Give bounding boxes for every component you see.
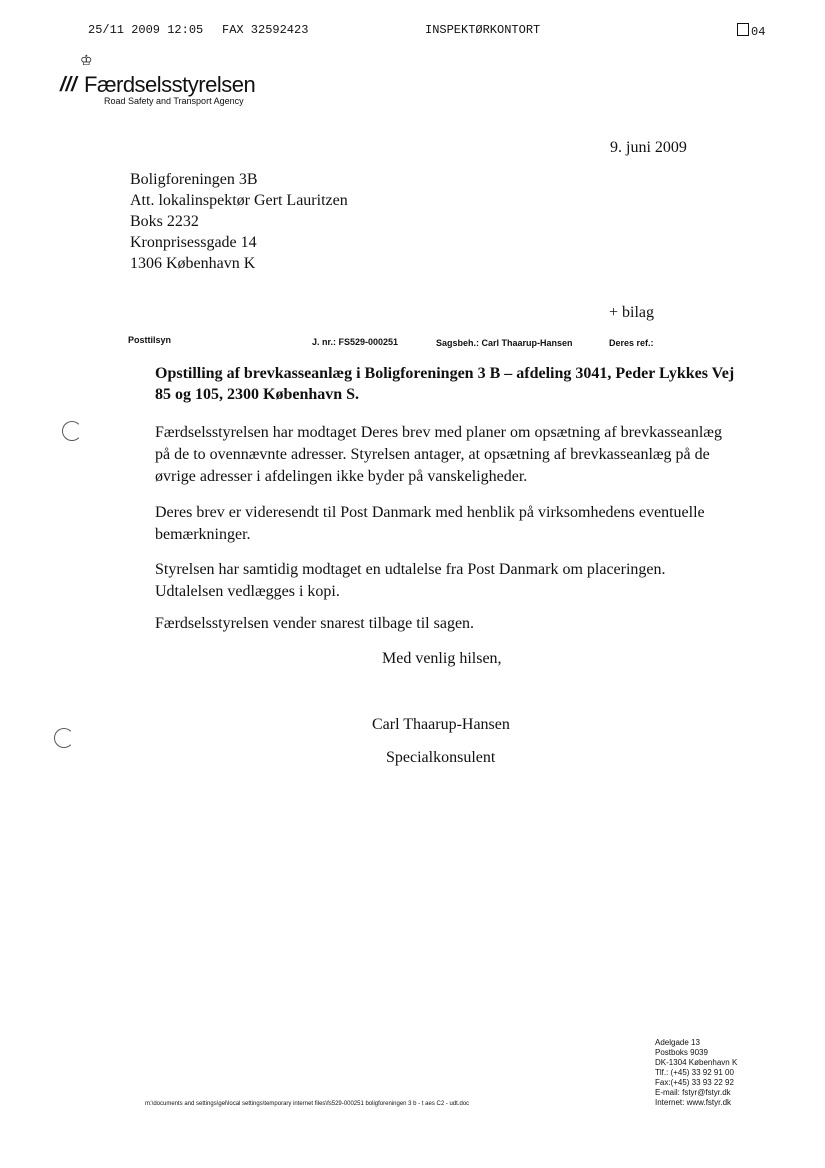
footer-file-path: m:\documents and settings\gel\local settings\temporary internet files\fs529-000251 boligforeningen 3 b - t aes C2 - udt.doc	[145, 1101, 470, 1107]
letter-date: 9. juni 2009	[610, 139, 687, 156]
logo-mark: ///	[60, 74, 77, 96]
recipient-line: Kronprisessgade 14	[130, 234, 257, 251]
footer-address-line: E-mail: fstyr@fstyr.dk	[655, 1088, 731, 1097]
footer-address-line: Postboks 9039	[655, 1048, 708, 1057]
letter-subject: Opstilling af brevkasseanlæg i Boligforeningen 3 B – afdeling 3041, Peder Lykkes Vej 85 og 105, 2300 København S.	[155, 365, 735, 403]
recipient-line: Boks 2232	[130, 213, 199, 230]
fax-number: FAX 32592423	[222, 23, 309, 37]
footer-address	[655, 1038, 737, 1108]
logo-subtitle: Road Safety and Transport Agency	[104, 96, 244, 106]
recipient-line: Boligforeningen 3B	[130, 171, 258, 188]
attachment-note: + bilag	[609, 304, 655, 321]
fax-datetime: 25/11 2009 12:05	[88, 23, 204, 37]
fax-sender: INSPEKTØRKONTORT	[425, 23, 541, 37]
body-paragraph: Færdselsstyrelsen vender snarest tilbage til sagen.	[155, 615, 475, 632]
fax-page-number: 04	[751, 25, 766, 39]
recipient-line: 1306 København K	[130, 255, 256, 272]
closing-greeting: Med venlig hilsen,	[382, 650, 502, 667]
punch-hole-mark	[62, 421, 82, 441]
recipient-line: Att. lokalinspektør Gert Lauritzen	[130, 192, 348, 209]
department-label: Posttilsyn	[128, 335, 172, 345]
your-reference: Deres ref.:	[609, 338, 654, 348]
fax-page-icon	[737, 23, 749, 36]
signatory-title: Specialkonsulent	[386, 749, 496, 766]
crown-icon: ♔	[80, 54, 93, 69]
signatory-name: Carl Thaarup-Hansen	[372, 716, 510, 733]
footer-address-line: DK-1304 København K	[655, 1058, 738, 1067]
recipient-address	[130, 169, 348, 274]
punch-hole-mark	[54, 728, 74, 748]
body-paragraph: Færdselsstyrelsen har modtaget Deres brev med planer om opsætning af brevkasseanlæg på de to ovennævnte adresser. Styrelsen antager, at opsætning af brevkasseanlæg på de øvrige adresser i afdelingen ikke byder på vanskeligheder.	[155, 424, 722, 485]
fax-page	[737, 23, 765, 39]
journal-number: J. nr.: FS529-000251	[312, 337, 399, 347]
logo-name: Færdselsstyrelsen	[84, 72, 256, 97]
footer-address-line: Tlf.: (+45) 33 92 91 00	[655, 1068, 734, 1077]
body-paragraph: Styrelsen har samtidig modtaget en udtalelse fra Post Danmark om placeringen. Udtalelsen vedlægges i kopi.	[155, 561, 666, 600]
footer-address-line: Fax:(+45) 33 93 22 92	[655, 1078, 734, 1087]
case-handler: Sagsbeh.: Carl Thaarup-Hansen	[436, 338, 573, 348]
body-paragraph: Deres brev er videresendt til Post Danmark med henblik på virksomhedens eventuelle bemærkninger.	[155, 504, 705, 543]
footer-address-line: Internet: www.fstyr.dk	[655, 1098, 732, 1107]
footer-address-line: Adelgade 13	[655, 1038, 700, 1047]
